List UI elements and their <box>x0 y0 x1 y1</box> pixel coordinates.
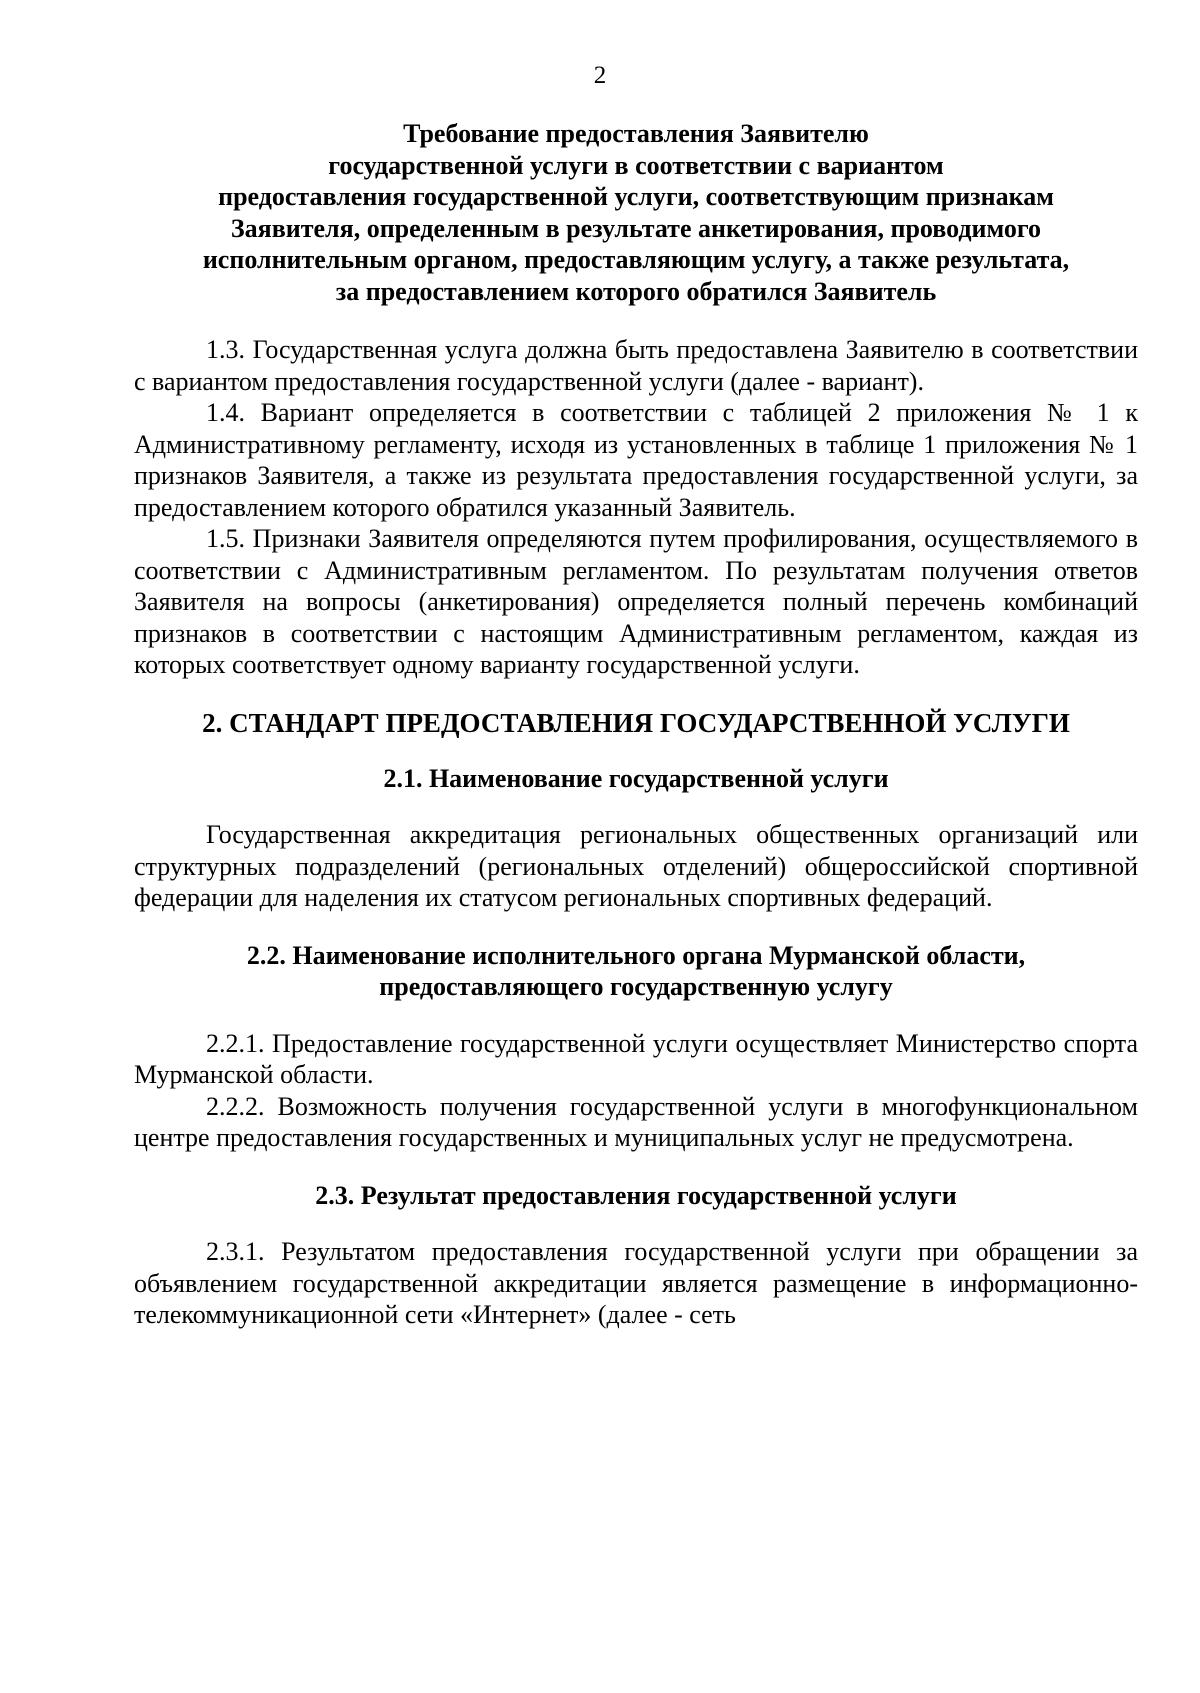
heading-line: государственной услуги в соответствии с вариантом <box>328 150 944 180</box>
paragraph-2-2-1: 2.2.1. Предоставление государственной услуги осуществляет Министерство спорта Мурманской области. <box>134 1028 1138 1089</box>
subsection-2-1-title <box>134 763 1138 795</box>
heading-line: Требование предоставления Заявителю <box>403 119 869 148</box>
section-2-title: 2. СТАНДАРТ ПРЕДОСТАВЛЕНИЯ ГОСУДАРСТВЕННОЙ УСЛУГИ <box>202 707 1070 738</box>
paragraph-1-4: 1.4. Вариант определяется в соответствии с таблицей 2 приложения № 1 к Административному регламенту, исходя из установленных в таблице 1 приложения № 1 признаков Заявителя, а также из результата предоставления государственной услуги, за предоставлением которого обратился указанный Заявитель. <box>134 398 1138 522</box>
heading-line: исполнительным органом, предоставляющим услугу, а также результата, <box>202 245 1070 274</box>
paragraph-2-2-2: 2.2.2. Возможность получения государственной услуги в многофункциональном центре предоставления государственных и муниципальных услуг не предусмотрена. <box>134 1091 1138 1152</box>
page-number: 2 <box>593 62 607 89</box>
subsection-title-line: 2.2. Наименование исполнительного органа Мурманской области, <box>246 940 1026 970</box>
document-body <box>134 118 1138 1331</box>
heading-line: Заявителя, определенным в результате анкетирования, проводимого <box>230 213 1042 243</box>
heading-line: за предоставлением которого обратился Заявитель <box>335 276 937 306</box>
subsection-title-line: предоставляющего государственную услугу <box>379 972 893 1001</box>
paragraph-2-1: Государственная аккредитация региональных общественных организаций или структурных подразделений (региональных отделений) общероссийской спортивной федерации для наделения их статусом региональных спортивных федераций. <box>134 820 1138 912</box>
paragraph-1-3: 1.3. Государственная услуга должна быть предоставлена Заявителю в соответствии с вариантом предоставления государственной услуги (далее - вариант). <box>134 335 1138 396</box>
subsection-title-line: 2.3. Результат предоставления государственной услуги <box>315 1180 957 1210</box>
paragraph-2-3-1: 2.3.1. Результатом предоставления государственной услуги при обращении за объявлением государственной аккредитации является размещение в информационно-телекоммуникационной сети «Интернет» (далее - сеть <box>134 1237 1138 1329</box>
paragraph-1-5: 1.5. Признаки Заявителя определяются путем профилирования, осуществляемого в соответствии с Административным регламентом. По результатам получения ответов Заявителя на вопросы (анкетирования) определяется полный перечень комбинаций признаков в соответствии с настоящим Административным регламентом, каждая из которых соответствует одному варианту государственной услуги. <box>134 524 1138 679</box>
subsection-2-2-title <box>134 940 1138 1003</box>
document-heading <box>134 118 1138 307</box>
heading-line: предоставления государственной услуги, соответствующим признакам <box>218 182 1054 211</box>
subsection-title-line: 2.1. Наименование государственной услуги <box>383 763 889 793</box>
subsection-2-3-title <box>134 1180 1138 1212</box>
